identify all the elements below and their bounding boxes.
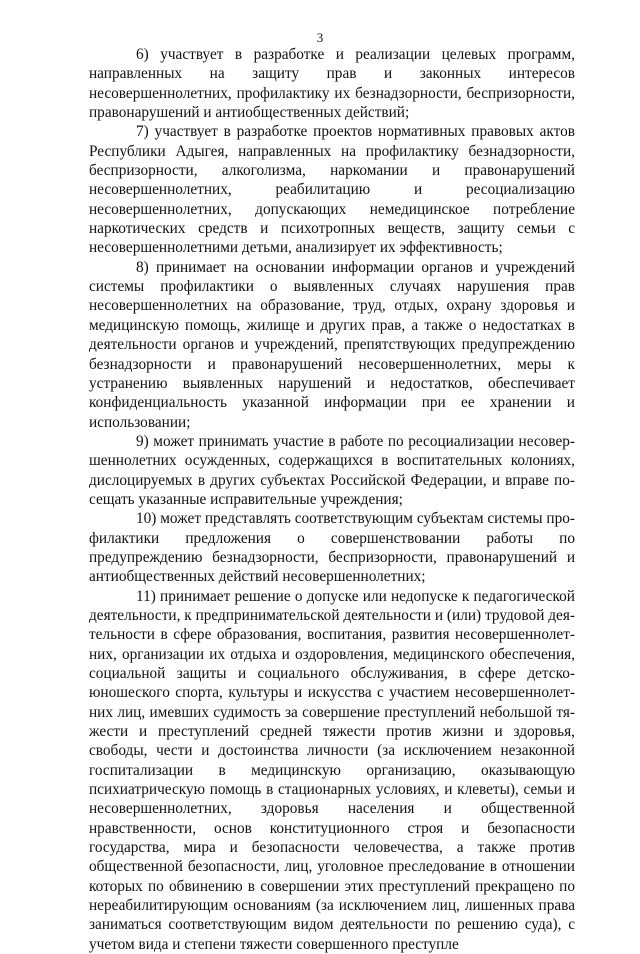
- paragraph-item-9: 9) может принимать участие в работе по ресоциализации несовершеннолетних осужденных, содержащихся в воспитательных колониях, дислоцируемых в других субъектах Российской Федерации, и вправе посещать указанные исправительные учреждения;: [89, 432, 575, 508]
- paragraph-item-11: 11) принимает решение о допуске или недопуске к педагогической деятельности, к предпринимательской деятельности и (или) трудовой деятельности в сфере образования, воспитания, развития несовершеннолетних, организации их отдыха и оздоровления, медицинского обеспечения, социальной защиты и социального обслуживания, в сфере детскоюношеского спорта, культуры и искусства с участием несовершеннолетних лиц, имевших судимость за совершение преступлений небольшой тяжести и преступлений средней тяжести против жизни и здоровья, свободы, чести и достоинства личности (за исключением незаконной госпитализации в медицинскую организацию, оказывающую психиатрическую помощь в стационарных условиях, и клеветы), семьи и несовершеннолетних, здоровья населения и общественной нравственности, основ конституционного строя и безопасности государства, мира и безопасности человечества, а также против общественной безопасности, лиц, уголовное преследование в отношении которых по обвинению в совершении этих преступлений прекращено по нереабилитирующим основаниям (за исключением лиц, лишенных права заниматься соответствующим видом деятельности по решению суда), с учетом вида и степени тяжести совершенного преступле: [89, 587, 575, 953]
- paragraph-item-6: 6) участвует в разработке и реализации целевых программ, направленных на защиту прав и законных интересов несовершеннолетних, профилактику их безнадзорности, беспризорности, правонарушений и антиобщественных действий;: [89, 46, 575, 122]
- paragraph-item-7: 7) участвует в разработке проектов нормативных правовых актов Республики Адыгея, направленных на профилактику безнадзорности, беспризорности, алкоголизма, наркомании и правонарушений несовершеннолетних, реабилитацию и ресоциализацию несовершеннолетних, допускающих немедицинское потребление наркотических средств и психотропных веществ, защиту семьи с несовершеннолетними детьми, анализирует их эффективность;: [89, 123, 575, 257]
- page-number: 3: [316, 30, 324, 45]
- document-body: [89, 45, 575, 954]
- paragraph-item-10: 10) может представлять соответствующим субъектам системы профилактики предложения о совершенствовании работы по предупреждению безнадзорности, беспризорности, правонарушений и антиобщественных действий несовершеннолетних;: [89, 510, 575, 586]
- paragraph-item-8: 8) принимает на основании информации органов и учреждений системы профилактики о выявленных случаях нарушения прав несовершеннолетних на образование, труд, отдых, охрану здоровья и медицинскую помощь, жилище и других прав, а также о недостатках в деятельности органов и учреждений, препятствующих предупреждению безнадзорности и правонарушений несовершеннолетних, меры к устранению выявленных нарушений и недостатков, обеспечивает конфиденциальность указанной информации при ее хранении и использовании;: [89, 258, 575, 431]
